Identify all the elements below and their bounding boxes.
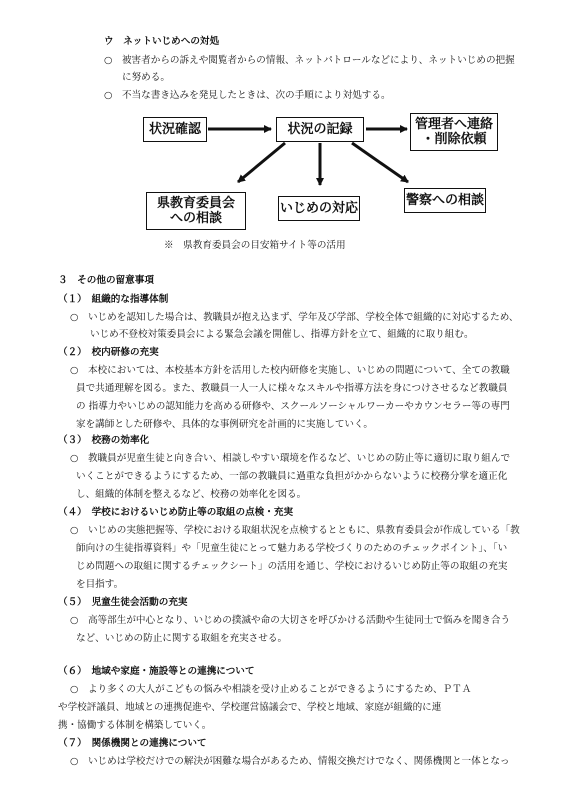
flow-box-board — [146, 192, 246, 230]
s6-heading: （６） 地域や家庭・施設等との連携について — [58, 666, 255, 677]
s4-line3: じめ問題への取組に関するチェックシート」の活用を通じ、学校におけるいじめ防止等の取組の充実 — [76, 561, 508, 572]
flow-box-record-label: 状況の記録 — [287, 122, 353, 137]
s3-line1: ○ 教職員が児童生徒と向き合い、相談しやすい環境を作るなど、いじめの防止等に適切に取り組んで — [70, 453, 511, 464]
s4-line4: を目指す。 — [76, 579, 124, 590]
flow-box-admin-line1: 管理者へ連絡 — [414, 117, 493, 132]
s7-heading: （７） 関係機関との連携について — [58, 738, 207, 749]
s2-heading: （２） 校内研修の充実 — [58, 347, 159, 358]
s2-line2: 員で共通理解を図る。また、教職員一人一人に様々なスキルや指導方法を身につけさせるなど教職員 — [76, 383, 508, 394]
s4-line1: ○ いじめの実態把握等、学校における取組状況を点検するとともに、県教育委員会が作成している「教 — [70, 525, 520, 536]
flow-box-confirm-label: 状況確認 — [148, 122, 201, 137]
s7-line1: ○ いじめは学校だけでの解決が困難な場合があるため、情報交換だけでなく、関係機関と一体となっ — [70, 756, 510, 767]
arrow-record-to-board — [238, 143, 285, 182]
section-u-heading: ウ ネットいじめへの対処 — [104, 36, 220, 47]
s2-line3: の 指導力やいじめの認知能力を高める研修や、スクールソーシャルワーカーやカウンセラー等の専門 — [76, 401, 510, 412]
s6-line1: ○ より多くの大人がこどもの悩みや相談を受け止めることができるようにするため、ＰＴＡ — [70, 684, 472, 695]
s1-line2: いじめ不登校対策委員会による緊急会議を開催し、指導方針を立て、組織的に取り組む。 — [90, 329, 474, 340]
flow-box-police-label: 警察への相談 — [405, 193, 484, 208]
s3-line2: いくことができるようにするため、一部の教職員に過重な負担がかからないように校務分掌を適正化 — [76, 471, 508, 482]
flow-box-record — [276, 117, 364, 142]
flow-note: ※ 県教育委員会の目安箱サイト等の活用 — [164, 240, 346, 251]
section-u-bullet1-line2: に努める。 — [122, 72, 170, 83]
s5-heading: （５） 児童生徒会活動の充実 — [58, 597, 188, 608]
flow-box-response-label: いじめの対応 — [279, 201, 358, 216]
flow-box-response — [278, 196, 360, 221]
flow-box-board-line1: 県教育委員会 — [156, 196, 235, 211]
s1-heading: （１） 組織的な指導体制 — [58, 294, 169, 305]
s5-line1: ○ 高等部生が中心となり、いじめの撲滅や命の大切さを呼びかける活動や生徒同士で悩みを聞き合う — [70, 615, 511, 626]
flow-box-confirm — [143, 117, 207, 142]
s4-heading: （４） 学校におけるいじめ防止等の取組の点検・充実 — [58, 507, 294, 518]
s4-line2: 師向けの生徒指導資料」や「児童生徒にとって魅力ある学校づくりのためのチェックポイント」、「い — [76, 543, 508, 554]
section-u-bullet2: ○ 不当な書き込みを発見したときは、次の手順により対処する。 — [104, 90, 391, 101]
section3-heading: ３ その他の留意事項 — [58, 275, 154, 286]
arrow-record-to-police — [352, 143, 408, 182]
flow-box-board-line2: への相談 — [169, 211, 222, 226]
s1-line1: ○ いじめを認知した場合は、教職員が抱え込まず、学年及び学部、学校全体で組織的に対応するため、 — [70, 312, 519, 323]
s2-line4: 家を講師とした研修や、具体的な事例研究を計画的に実施していく。 — [76, 419, 374, 430]
flow-box-admin-line2: ・削除依頼 — [421, 132, 487, 147]
s6-line2: や学校評議員、地域との連携促進や、学校運営協議会で、学校と地域、家庭が組織的に連 — [58, 702, 442, 713]
flow-box-admin — [410, 113, 498, 151]
s5-line2: など、いじめの防止に関する取組を充実させる。 — [76, 633, 288, 644]
s2-line1: ○ 本校においては、本校基本方針を活用した校内研修を実施し、いじめの問題について、全ての教職 — [70, 365, 510, 376]
flow-box-police — [404, 188, 486, 213]
s3-line3: し、組織的体制を整えるなど、校務の効率化を図る。 — [76, 489, 307, 500]
s3-heading: （３） 校務の効率化 — [58, 435, 150, 446]
section-u-bullet1-line1: ○ 被害者からの訴えや閲覧者からの情報、ネットパトロールなどにより、ネットいじめの把握 — [104, 55, 515, 66]
s6-line3: 携・協働する体制を構築していく。 — [58, 720, 212, 731]
